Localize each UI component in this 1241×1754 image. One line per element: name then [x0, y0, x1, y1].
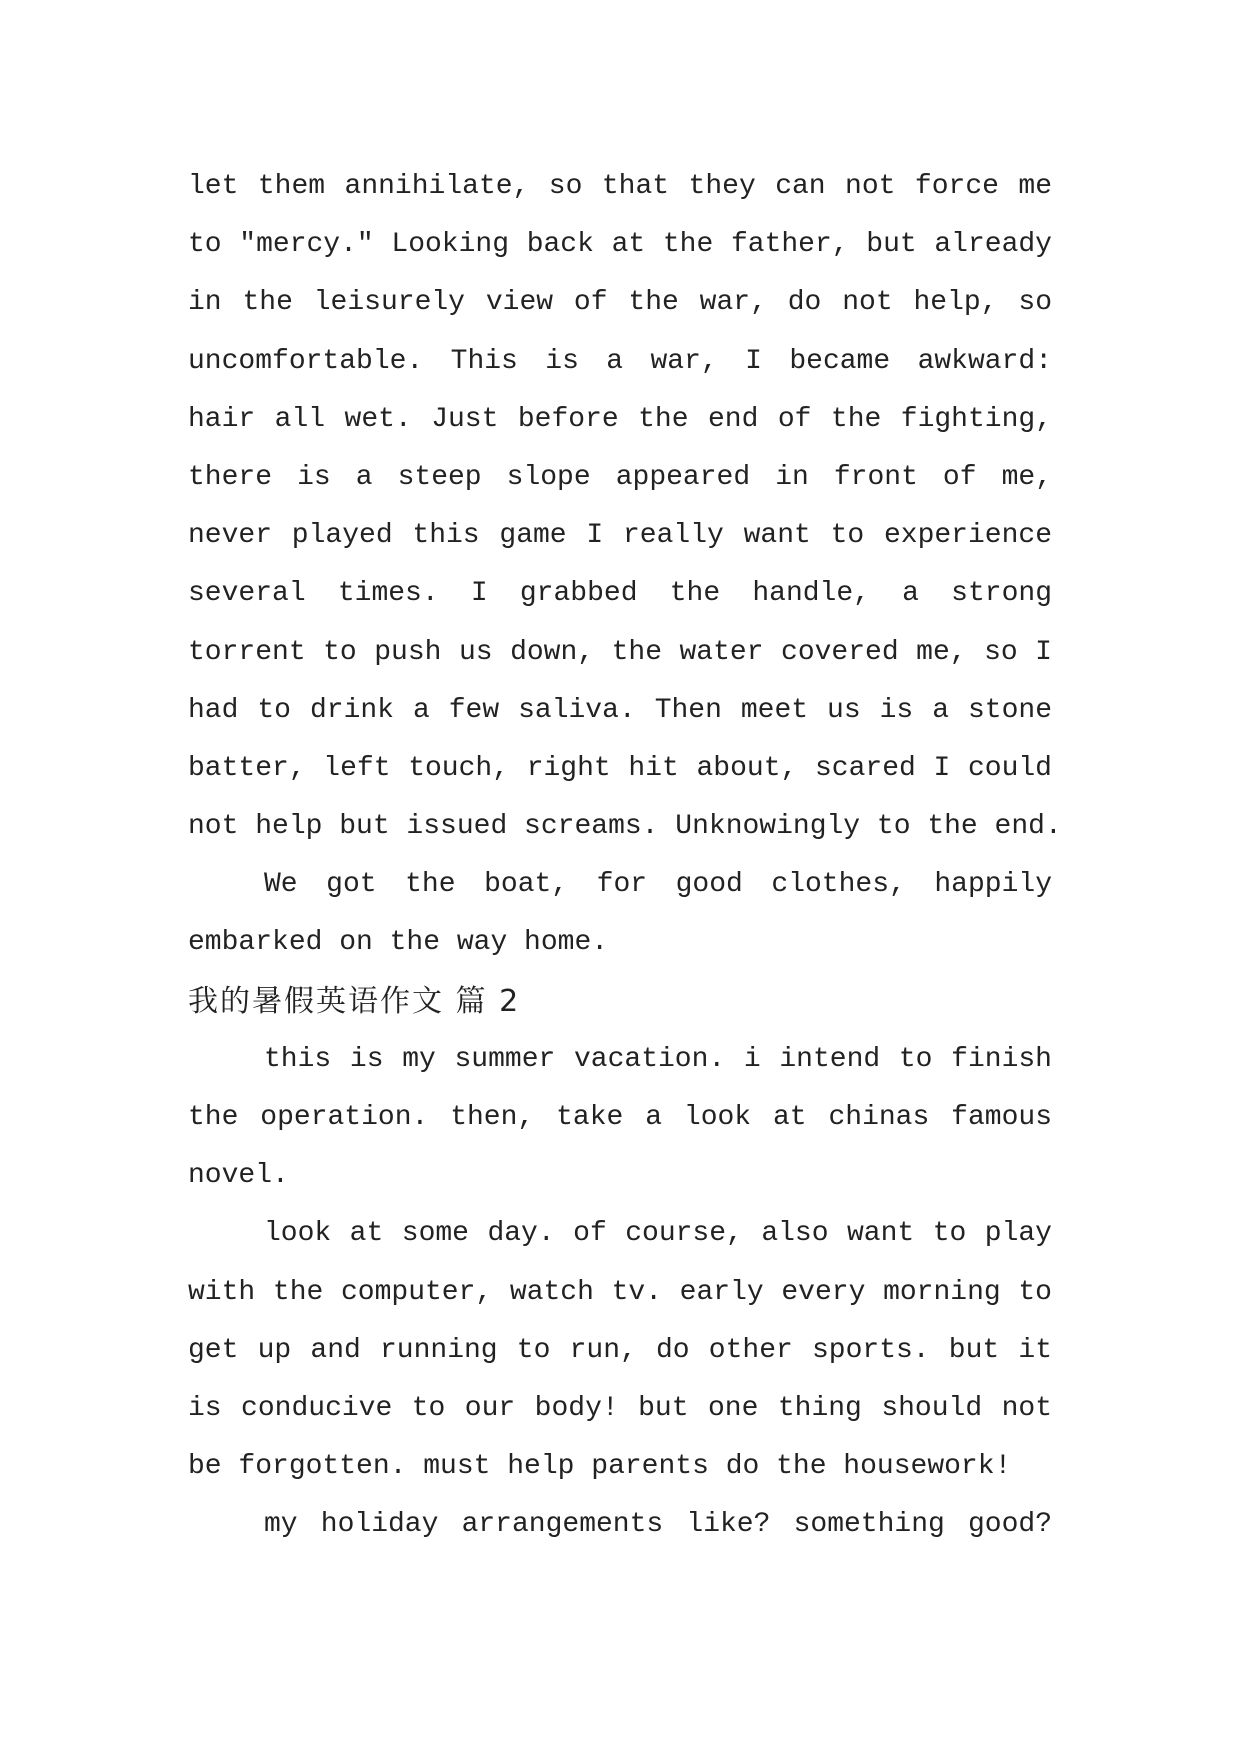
text-line: the operation. then, take a look at chinas famous: [188, 1102, 1052, 1133]
text-line: my holiday arrangements like? something good?: [264, 1509, 1052, 1541]
text-line: embarked on the way home.: [188, 927, 609, 959]
text-line: look at some day. of course, also want to play: [264, 1218, 1052, 1250]
text-line: never played this game I really want to experience: [188, 520, 1052, 552]
text-line: let them annihilate, so that they can not force me: [188, 171, 1052, 202]
text-line: had to drink a few saliva. Then meet us is a stone: [188, 694, 1052, 726]
text-line: with the computer, watch tv. early every morning to: [188, 1276, 1052, 1308]
text-line: uncomfortable. This is a war, I became awkward:: [188, 345, 1052, 377]
text-line: to "mercy." Looking back at the father, but already: [188, 229, 1052, 261]
text-line: get up and running to run, do other sports. but it: [188, 1334, 1052, 1366]
text-line: this is my summer vacation. i intend to finish: [264, 1043, 1052, 1075]
section-heading: 我的暑假英语作文 篇 2: [188, 983, 521, 1019]
text-line: hair all wet. Just before the end of the fighting,: [188, 403, 1052, 435]
text-line: be forgotten. must help parents do the housework!: [188, 1451, 1012, 1483]
text-line: novel.: [188, 1160, 289, 1192]
text-line: batter, left touch, right hit about, scared I could: [188, 752, 1052, 784]
text-line: in the leisurely view of the war, do not help, so: [188, 287, 1052, 319]
text-line: We got the boat, for good clothes, happily: [264, 869, 1052, 901]
text-line: torrent to push us down, the water covered me, so I: [188, 636, 1052, 668]
text-line: several times. I grabbed the handle, a strong: [188, 578, 1052, 610]
text-line: there is a steep slope appeared in front of me,: [188, 461, 1052, 493]
text-line: is conducive to our body! but one thing should not: [188, 1392, 1052, 1424]
text-line: not help but issued screams. Unknowingly to the end.: [188, 811, 1062, 843]
document-body: [188, 158, 1062, 1555]
